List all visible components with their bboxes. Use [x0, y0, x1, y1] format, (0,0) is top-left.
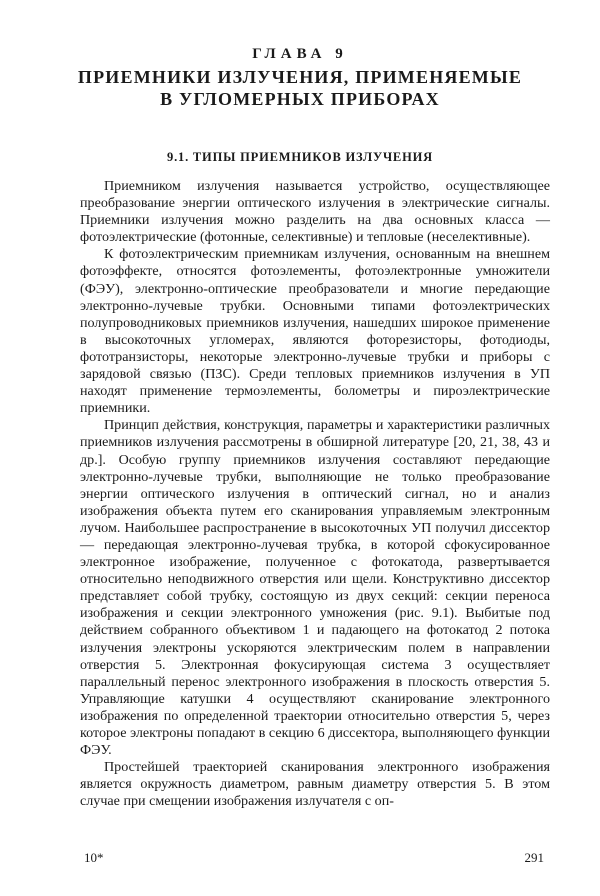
signature-mark: 10* [84, 850, 104, 865]
chapter-label: ГЛАВА 9 [252, 46, 348, 62]
chapter-title [0, 66, 600, 110]
paragraph: Приемником излучения называется устройство, осуществляющее преобразование энергии оптического излучения в электрические сигналы. Приемники излучения можно разделить на два основных класса — фотоэлектрические (фотонные, селективные) и тепловые (неселективные). [80, 178, 550, 246]
chapter-title-line2: В УГЛОМЕРНЫХ ПРИБОРАХ [160, 89, 440, 109]
paragraph: Простейшей траекторией сканирования электронного изображения является окружность диаметром, равным диаметру отверстия 5. В этом случае при смещении изображения излучателя с оп- [80, 759, 550, 810]
paragraph: Принцип действия, конструкция, параметры и характеристики различных приемников излучения рассмотрены в обширной литературе [20, 21, 38, 43 и др.]. Особую группу приемников излучения составляют передающие электронно-лучевые трубки, выполняющие не только преобразование энергии оптического излучения в оптический сигнал, но и анализ изображения объекта путем его сканирования управляемым электронным лучом. Наибольшее распространение в высокоточных УП получил диссектор — передающая электронно-лучевая трубка, в которой сфокусированное электронное изображение, полученное с фотокатода, развертывается относительно неподвижного отверстия или щели. Конструктивно диссектор представляет собой трубку, состоящую из двух секций: секции переноса изображения и секции электронного умножения (рис. 9.1). Выбитые под действием собранного объективом 1 и падающего на фотокатод 2 потока излучения электроны ускоряются электрическим полем в направлении отверстия 5. Электронная фокусирующая система 3 осуществляет параллельный перенос электронного изображения в плоскость отверстия 5. Управляющие катушки 4 осуществляют сканирование электронного изображения по определенной траектории относительно отверстия 5, через которое электроны попадают в секцию 6 диссектора, выполняющего функции ФЭУ. [80, 417, 550, 759]
page-number: 291 [524, 850, 544, 865]
section-title: 9.1. ТИПЫ ПРИЕМНИКОВ ИЗЛУЧЕНИЯ [167, 150, 433, 164]
paragraph: К фотоэлектрическим приемникам излучения, основанным на внешнем фотоэффекте, относятся фотоэлементы, фотоэлектронные умножители (ФЭУ), электронно-оптические преобразователи и многие передающие электронно-лучевые трубки. Основными типами фотоэлектрических полупроводниковых приемников излучения, нашедших широкое применение в высокоточных угломерах, являются фоторезисторы, фотодиоды, фототранзисторы, некоторые электронно-лучевые трубки и приборы с зарядовой связью (ПЗС). Среди тепловых приемников излучения в УП находят применение термоэлементы, болометры и пироэлектрические приемники. [80, 246, 550, 417]
chapter-title-line1: ПРИЕМНИКИ ИЗЛУЧЕНИЯ, ПРИМЕНЯЕМЫЕ [77, 67, 523, 87]
body-text [80, 178, 550, 810]
